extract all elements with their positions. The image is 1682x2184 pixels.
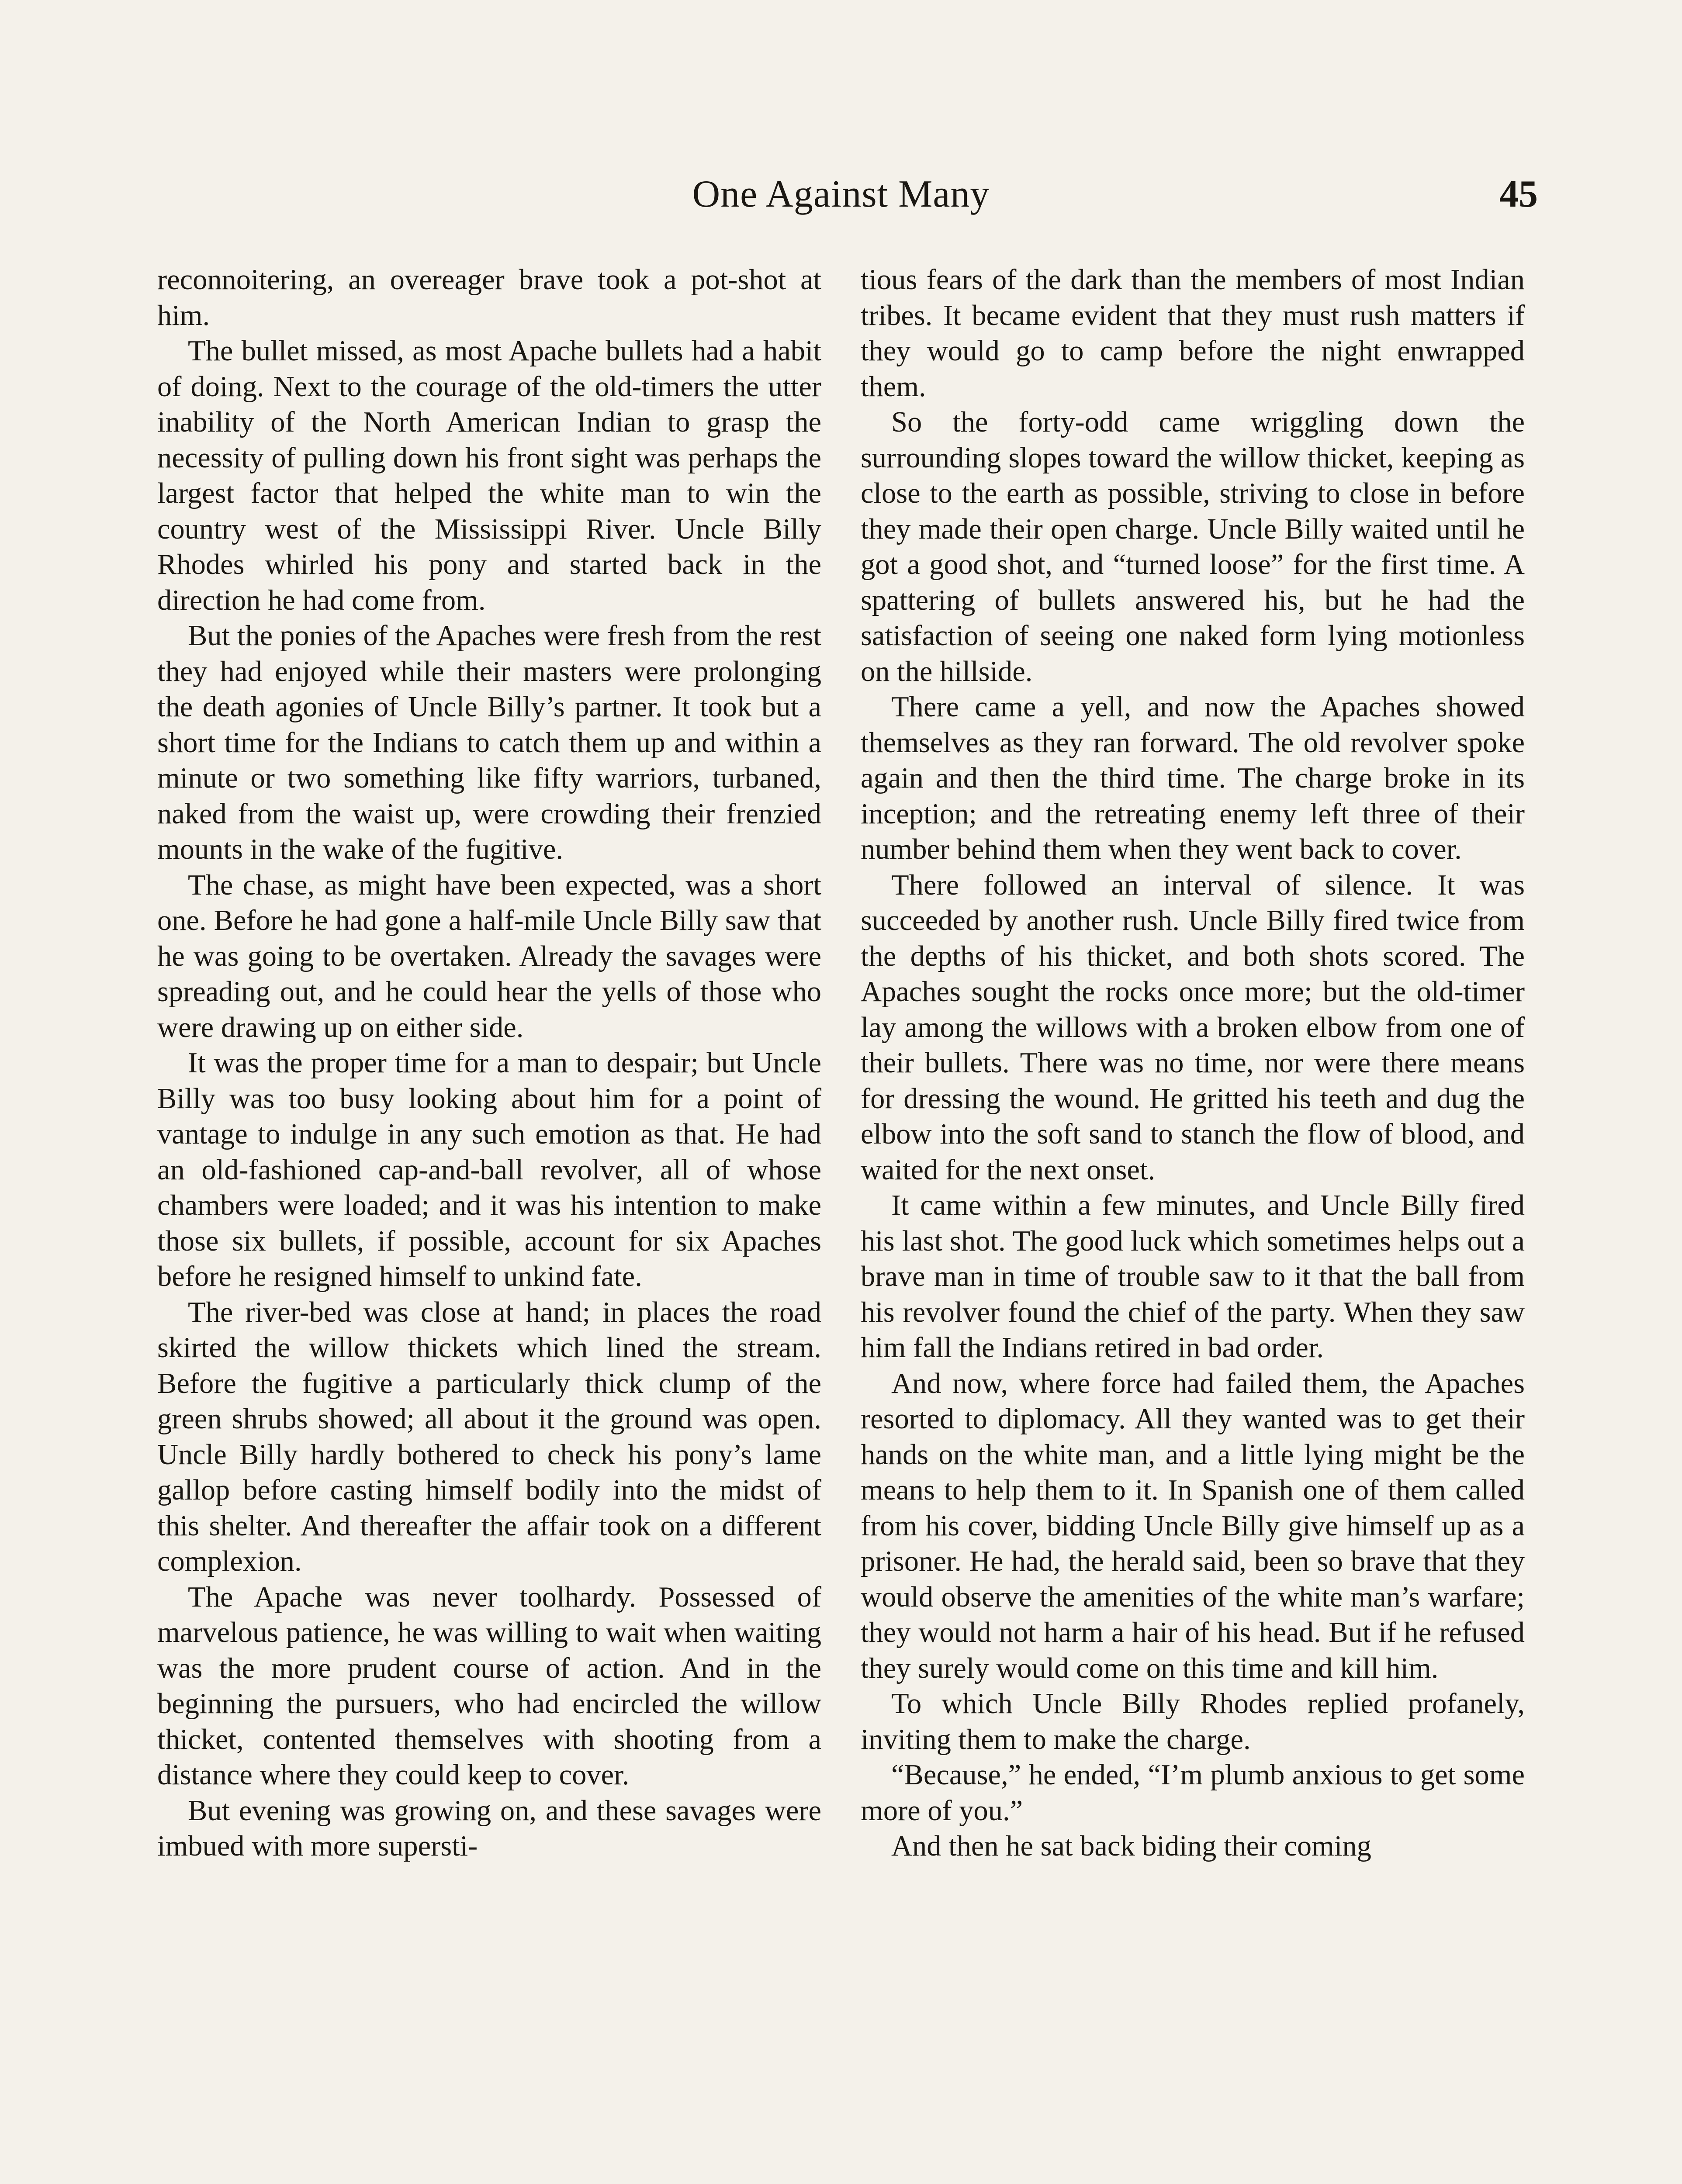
text-columns [157, 262, 1525, 2184]
left-column [157, 262, 821, 2184]
paragraph: But the ponies of the Apaches were fresh from the rest they had enjoyed while their masters were prolonging the death agonies of Uncle Billy’s partner. It took but a short time for the Indians to catch them up and within a minute or two something like fifty warriors, turbaned, naked from the waist up, were crowding their frenzied mounts in the wake of the fugitive. [157, 620, 821, 865]
paragraph: The chase, as might have been expected, was a short one. Before he had gone a half-mile Uncle Billy saw that he was going to be overtaken. Already the savages were spreading out, and he could hear the yells of those who were drawing up on either side. [157, 869, 821, 1044]
right-column [861, 262, 1525, 2184]
paragraph: reconnoitering, an overeager brave took a pot-shot at him. [157, 264, 821, 332]
paragraph: tious fears of the dark than the members of most Indian tribes. It became evident that they must rush matters if they would go to camp before the night enwrapped them. [861, 264, 1525, 403]
paragraph: It came within a few minutes, and Uncle Billy fired his last shot. The good luck which sometimes helps out a brave man in time of trouble saw to it that the ball from his revolver found the chief of the party. When they saw him fall the Indians retired in bad order. [861, 1189, 1525, 1364]
paragraph: There followed an interval of silence. It was succeeded by another rush. Uncle Billy fired twice from the depths of his thicket, and both shots scored. The Apaches sought the rocks once more; but the old-timer lay among the willows with a broken elbow from one of their bullets. There was no time, nor were there means for dressing the wound. He gritted his teeth and dug the elbow into the soft sand to stanch the flow of blood, and waited for the next onset. [861, 869, 1525, 1186]
paragraph: It was the proper time for a man to despair; but Uncle Billy was too busy looking about him for a point of vantage to indulge in any such emotion as that. He had an old-fashioned cap-and-ball revolver, all of whose chambers were loaded; and it was his intention to make those six bullets, if possible, account for six Apaches before he resigned himself to unkind fate. [157, 1047, 821, 1292]
paragraph: And now, where force had failed them, the Apaches resorted to diplomacy. All they wanted was to get their hands on the white man, and a little lying might be the means to help them to it. In Spanish one of them called from his cover, bidding Uncle Billy give himself up as a prisoner. He had, the herald said, been so brave that they would observe the amenities of the white man’s warfare; they would not harm a hair of his head. But if he refused they surely would come on this time and kill him. [861, 1367, 1525, 1684]
paragraph: The river-bed was close at hand; in places the road skirted the willow thickets which lined the stream. Before the fugitive a particularly thick clump of the green shrubs showed; all about it the ground was open. Uncle Billy hardly bothered to check his pony’s lame gallop before casting himself bodily into the midst of this shelter. And thereafter the affair took on a different complexion. [157, 1296, 821, 1577]
paragraph: To which Uncle Billy Rhodes replied profanely, inviting them to make the charge. [861, 1688, 1525, 1755]
paragraph: The bullet missed, as most Apache bullets had a habit of doing. Next to the courage of the old-timers the utter inability of the North American Indian to grasp the necessity of pulling down his front sight was perhaps the largest factor that helped the white man to win the country west of the Mississippi River. Uncle Billy Rhodes whirled his pony and started back in the direction he had come from. [157, 335, 821, 616]
page-number: 45 [1499, 173, 1538, 215]
paragraph: So the forty-odd came wriggling down the surrounding slopes toward the willow thicket, keeping as close to the earth as possible, striving to close in before they made their open charge. Uncle Billy waited until he got a good shot, and “turned loose” for the first time. A spattering of bullets answered his, but he had the satisfaction of seeing one naked form lying motionless on the hillside. [861, 406, 1525, 688]
running-title: One Against Many [692, 173, 990, 215]
paragraph: And then he sat back biding their coming [891, 1830, 1371, 1862]
page-header [157, 168, 1538, 221]
paragraph: But evening was growing on, and these savages were imbued with more supersti- [157, 1794, 821, 1862]
paragraph: The Apache was never toolhardy. Possessed of marvelous patience, he was willing to wait when waiting was the more prudent course of action. And in the beginning the pursuers, who had encircled the willow thicket, contented themselves with shooting from a distance where they could keep to cover. [157, 1581, 821, 1791]
paragraph: There came a yell, and now the Apaches showed themselves as they ran forward. The old revolver spoke again and then the third time. The charge broke in its inception; and the retreating enemy left three of their number behind them when they went back to cover. [861, 691, 1525, 865]
paragraph: “Because,” he ended, “I’m plumb anxious to get some more of you.” [861, 1759, 1525, 1827]
